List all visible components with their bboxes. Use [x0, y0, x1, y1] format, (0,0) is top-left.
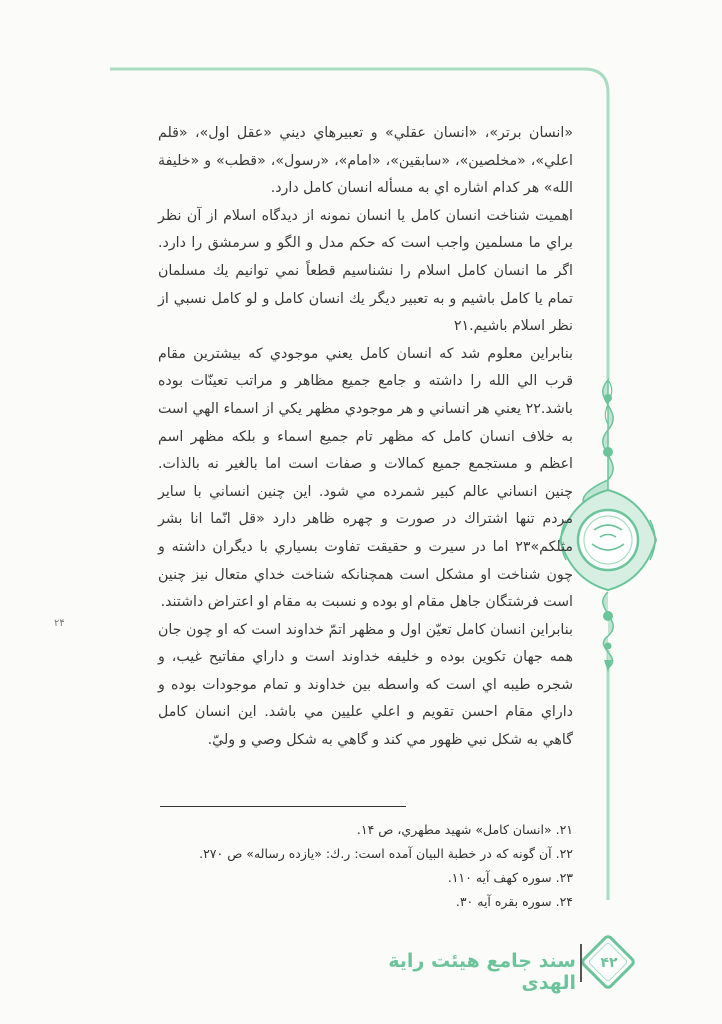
- footnote: ٢٣. سوره كهف آيه ١١٠.: [447, 870, 573, 885]
- ornament-icon: [560, 380, 656, 672]
- book-title: سند جامع هيئت راية الهدی: [388, 950, 576, 994]
- footnote: ٢٢. آن گونه كه در خطبة البيان آمده است: ر.ك: «يازده رساله» ص ٢٧٠.: [199, 846, 573, 861]
- paragraph: اهميت شناخت انسان كامل يا انسان نمونه از ديدگاه اسلام از آن نظر براي ما مسلمين واجب است كه حكم مدل و الگو و سرمشق را دارد. اگر ما انسان كامل اسلام را نشناسيم قطعاً نمي توانيم يك مسلمان تمام يا كامل باشيم و به تعبير ديگر يك انسان كامل و لو كامل نسبي از نظر اسلام باشيم.٢١: [158, 207, 573, 335]
- title-separator: [580, 944, 582, 982]
- page-number: ۴٢: [600, 955, 618, 971]
- margin-number: ٢۴: [54, 618, 65, 629]
- main-text: [158, 120, 573, 755]
- paragraph: «انسان برتر»، «انسان عقلي» و تعبيرهاي ديني «عقل اول»، «قلم اعلي»، «مخلصين»، «سابقين»، «امام»، «رسول»، «قطب» و «خليفة الله» هر كدام اشاره اي به مسأله انسان كامل دارد.: [158, 125, 573, 197]
- footnotes: [200, 818, 573, 914]
- paragraph: بنابراين معلوم شد كه انسان كامل يعني موجودي كه بيشترين مقام قرب الي الله را داشته و جامع جميع مظاهر و مراتب تعينّات بوده باشد.٢٢ يعني هر انساني و هر موجودي مظهر يكي از اسماء الهي است به خلاف انسان كامل كه مظهر تام جميع اسماء و بلكه مظهر اسم اعظم و مستجمع جميع كمالات و صفات است اما بالغير نه بالذات. چنين انساني عالم كبير شمرده مي شود. اين چنين انساني با ساير مردم تنها اشتراك در صورت و چهره ظاهر دارد «قل انّما انا بشر مثلكم»٢٣ اما در سيرت و حقيقت تفاوت بسياري با ديگران داشته و چون شناخت او مشكل است همچنانكه شناخت خداي متعال نيز چنين است فرشتگان جاهل مقام او بوده و نسبت به مقام او اعتراض داشتند.: [158, 345, 573, 611]
- paragraph: بنابراين انسان كامل تعيّن اول و مظهر اتمّ خداوند است كه او چون جان همه جهان تكوين بوده و خليفه خداوند است و داراي مفاتيح غيب، و شجره طيبه اي است كه واسطه بين خداوند و تمام موجودات بوده و داراي مقام احسن تقويم و اعلي عليين مي باشد. اين انسان كامل گاهي به شكل نبي ظهور مي كند و گاهي به شكل وصي و وليّ.: [158, 621, 573, 749]
- footnote: ٢١. «انسان كامل» شهيد مطهري، ص ١۴.: [356, 822, 573, 837]
- footnote: ٢۴. سوره بقره آيه ٣٠.: [455, 894, 573, 909]
- footnote-divider: [160, 806, 406, 807]
